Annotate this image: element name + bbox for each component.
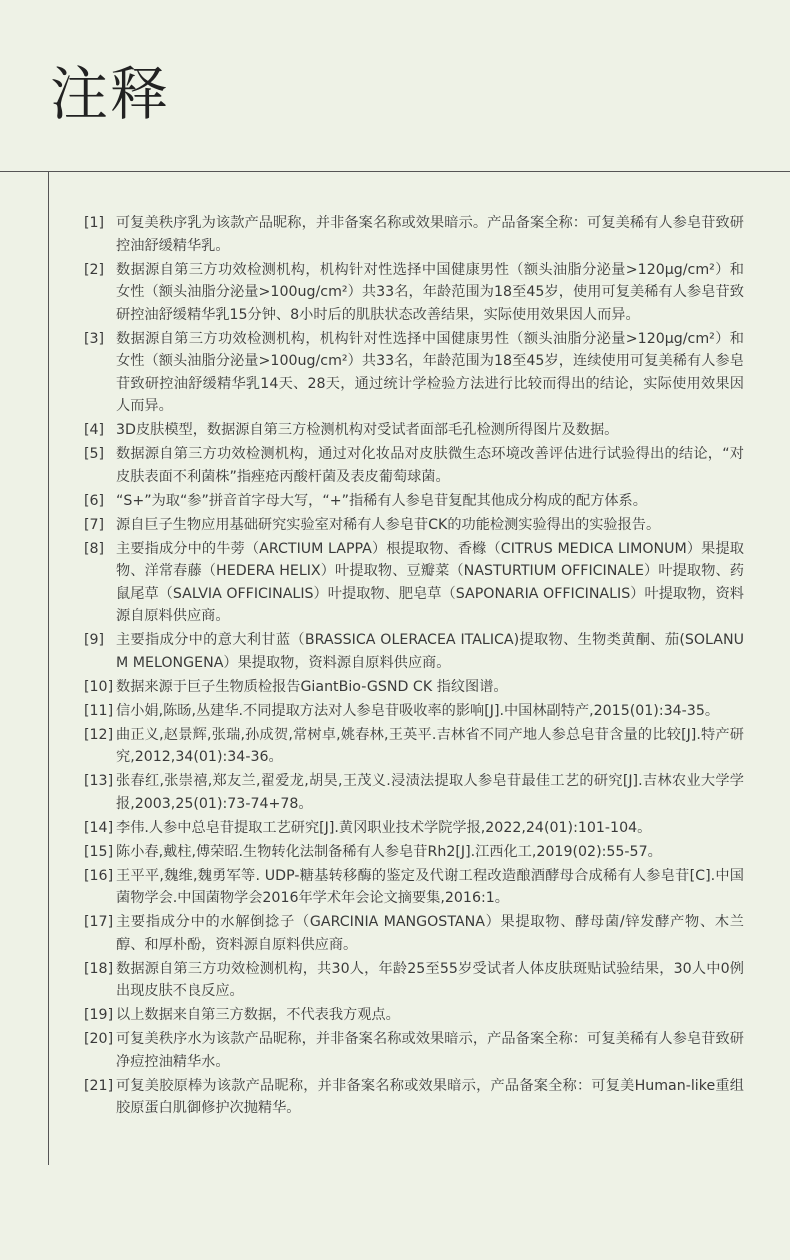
- note-item: [84, 865, 744, 910]
- note-item: [84, 676, 744, 699]
- note-item: [84, 700, 744, 723]
- note-text: 王平平,魏维,魏勇军等. UDP-糖基转移酶的鉴定及代谢工程改造酿酒酵母合成稀有人参皂苷[C].中国菌物学会.中国菌物学会2016年学术年会论文摘要集,2016:1。: [116, 867, 744, 906]
- note-number: [12]: [84, 726, 114, 743]
- page-title: 注释: [50, 60, 171, 128]
- note-number: [2]: [84, 261, 105, 278]
- note-text: 张春红,张崇禧,郑友兰,翟爱龙,胡昊,王茂义.浸渍法提取人参皂苷最佳工艺的研究[J].吉林农业大学学报,2003,25(01):73-74+78。: [116, 773, 744, 812]
- note-text: 3D皮肤模型，数据源自第三方检测机构对受试者面部毛孔检测所得图片及数据。: [116, 422, 619, 438]
- note-item: [84, 1028, 744, 1073]
- note-item: [84, 841, 744, 864]
- note-number: [16]: [84, 867, 114, 884]
- note-item: [84, 724, 744, 769]
- note-number: [9]: [84, 632, 105, 648]
- note-number: [20]: [84, 1031, 114, 1047]
- note-item: [84, 1004, 744, 1027]
- note-item: [84, 212, 744, 257]
- note-number: [21]: [84, 1077, 114, 1094]
- note-number: [17]: [84, 914, 114, 930]
- vertical-divider: [48, 172, 49, 1165]
- note-number: [10]: [84, 678, 114, 695]
- note-text: 可复美秩序水为该款产品昵称，并非备案名称或效果暗示，产品备案全称：可复美稀有人参皂苷致研净痘控油精华水。: [116, 1031, 744, 1070]
- note-number: [1]: [84, 215, 105, 231]
- note-item: [84, 911, 744, 956]
- note-text: 信小娟,陈旸,丛建华.不同提取方法对人参皂苷吸收率的影响[J].中国林副特产,2015(01):34-35。: [116, 702, 720, 719]
- note-number: [5]: [84, 446, 105, 462]
- note-number: [13]: [84, 773, 114, 789]
- note-number: [6]: [84, 492, 105, 509]
- note-item: [84, 538, 744, 628]
- note-item: [84, 259, 744, 327]
- note-text: 主要指成分中的意大利甘蓝（BRASSICA OLERACEA ITALICA)提取物、生物类黄酮、茄(SOLANUM MELONGENA）果提取物，资料源自原料供应商。: [116, 632, 744, 671]
- note-number: [14]: [84, 819, 114, 836]
- note-number: [15]: [84, 843, 114, 860]
- note-item: [84, 443, 744, 488]
- note-number: [4]: [84, 422, 105, 438]
- note-number: [3]: [84, 330, 105, 347]
- note-text: 数据源自第三方功效检测机构，机构针对性选择中国健康男性（额头油脂分泌量>120μg/cm²）和女性（额头油脂分泌量>100ug/cm²）共33名，年龄范围为18至45岁，连续使用可复美稀有人参皂苷致研控油舒缓精华乳14天、28天，通过统计学检验方法进行比较而得出的结论，实际使用效果因人而异。: [116, 330, 744, 414]
- note-item: [84, 958, 744, 1003]
- note-text: 源自巨子生物应用基础研究实验室对稀有人参皂苷CK的功能检测实验得出的实验报告。: [116, 516, 661, 533]
- note-item: [84, 490, 744, 513]
- note-number: [7]: [84, 516, 105, 533]
- note-item: [84, 328, 744, 418]
- note-text: 可复美秩序乳为该款产品昵称，并非备案名称或效果暗示。产品备案全称：可复美稀有人参皂苷致研控油舒缓精华乳。: [116, 215, 744, 254]
- note-item: [84, 514, 744, 537]
- notes-list: [84, 212, 744, 1121]
- note-number: [11]: [84, 702, 114, 719]
- note-text: 主要指成分中的牛蒡（ARCTIUM LAPPA）根提取物、香橼（CITRUS MEDICA LIMONUM）果提取物、洋常春藤（HEDERA HELIX）叶提取物、豆瓣菜（NASTURTIUM OFFICINALE）叶提取物、药鼠尾草（SALVIA OFFICINALIS）叶提取物、肥皂草（SAPONARIA OFFICINALIS）叶提取物，资料源自原料供应商。: [116, 540, 744, 624]
- note-item: [84, 419, 744, 442]
- note-item: [84, 1075, 744, 1120]
- horizontal-divider: [0, 171, 790, 172]
- note-text: 主要指成分中的水解倒捻子（GARCINIA MANGOSTANA）果提取物、酵母菌/锌发酵产物、木兰醇、和厚朴酚，资料源自原料供应商。: [116, 914, 744, 953]
- note-text: 数据来源于巨子生物质检报告GiantBio-GSND CK 指纹图谱。: [116, 678, 508, 695]
- note-number: [8]: [84, 540, 105, 557]
- note-text: 数据源自第三方功效检测机构，通过对化妆品对皮肤微生态环境改善评估进行试验得出的结论，“对皮肤表面不利菌株”指痤疮丙酸杆菌及表皮葡萄球菌。: [116, 446, 744, 485]
- note-text: 数据源自第三方功效检测机构，共30人，年龄25至55岁受试者人体皮肤斑贴试验结果，30人中0例出现皮肤不良反应。: [116, 960, 744, 999]
- note-number: [19]: [84, 1007, 114, 1023]
- note-text: 陈小春,戴柱,傅荣昭.生物转化法制备稀有人参皂苷Rh2[J].江西化工,2019(02):55-57。: [116, 843, 662, 860]
- note-item: [84, 770, 744, 815]
- note-item: [84, 817, 744, 840]
- note-text: 可复美胶原棒为该款产品昵称，并非备案名称或效果暗示，产品备案全称：可复美Human-like重组胶原蛋白肌御修护次抛精华。: [116, 1077, 744, 1116]
- note-item: [84, 629, 744, 674]
- note-text: 曲正义,赵景辉,张瑞,孙成贺,常树卓,姚春林,王英平.吉林省不同产地人参总皂苷含量的比较[J].特产研究,2012,34(01):34-36。: [116, 726, 744, 765]
- note-text: 数据源自第三方功效检测机构，机构针对性选择中国健康男性（额头油脂分泌量>120μg/cm²）和女性（额头油脂分泌量>100ug/cm²）共33名，年龄范围为18至45岁，使用可复美稀有人参皂苷致研控油舒缓精华乳15分钟、8小时后的肌肤状态改善结果，实际使用效果因人而异。: [116, 261, 744, 323]
- note-text: “S+”为取“参”拼音首字母大写，“+”指稀有人参皂苷复配其他成分构成的配方体系。: [116, 492, 647, 509]
- note-number: [18]: [84, 960, 114, 977]
- note-text: 以上数据来自第三方数据，不代表我方观点。: [116, 1007, 400, 1023]
- note-text: 李伟.人参中总皂苷提取工艺研究[J].黄冈职业技术学院学报,2022,24(01):101-104。: [116, 819, 652, 836]
